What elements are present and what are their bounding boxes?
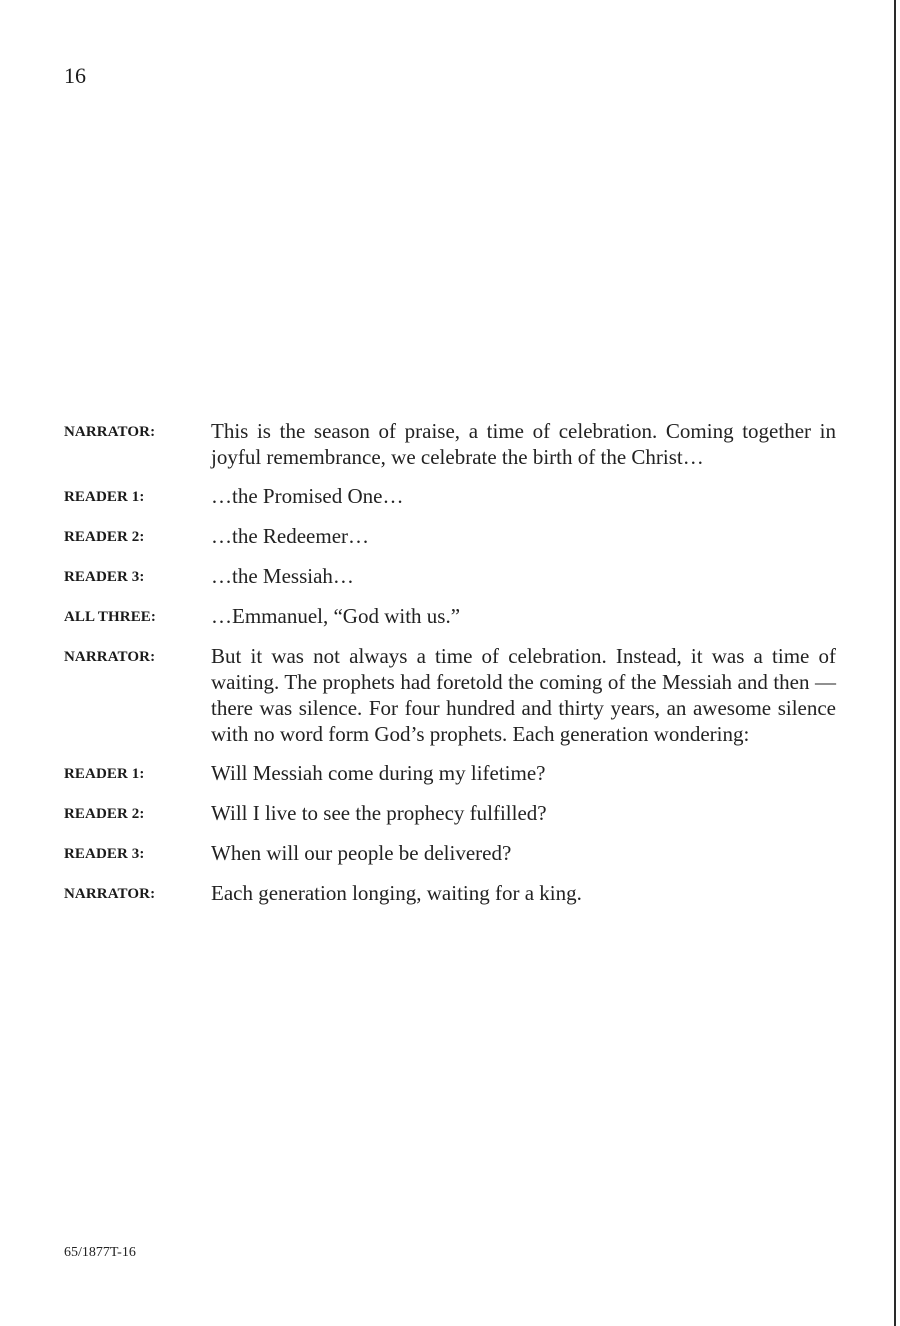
speaker-label: ALL THREE: <box>64 609 157 625</box>
speech-text: When will our people be delivered? <box>211 841 512 865</box>
script-line <box>64 880 836 907</box>
speaker-label: READER 2: <box>64 529 145 545</box>
script-body <box>64 418 836 920</box>
speech-text: …the Redeemer… <box>211 524 370 548</box>
script-line <box>64 563 836 590</box>
speech-text: But it was not always a time of celebration. Instead, it was a time of waiting. The prophets had foretold the coming of the Messiah and then — there was silence. For four hundred and thirty years, an awesome silence with no word form God’s prophets. Each generation wondering: <box>211 644 836 746</box>
speech-text: …the Promised One… <box>211 484 404 508</box>
speaker-label: NARRATOR: <box>64 424 156 440</box>
speaker-label: READER 2: <box>64 806 145 822</box>
speaker-label: READER 3: <box>64 846 145 862</box>
speech-text: Each generation longing, waiting for a king. <box>211 881 582 905</box>
speech-text: Will I live to see the prophecy fulfilled? <box>211 801 547 825</box>
script-line <box>64 840 836 867</box>
script-line <box>64 483 836 510</box>
script-line <box>64 523 836 550</box>
script-line <box>64 418 836 470</box>
page-number: 16 <box>64 63 86 88</box>
speaker-label: READER 1: <box>64 766 145 782</box>
speech-text: …Emmanuel, “God with us.” <box>211 604 461 628</box>
speech-text: Will Messiah come during my lifetime? <box>211 761 546 785</box>
footer-code: 65/1877T-16 <box>64 1245 136 1260</box>
speaker-label: NARRATOR: <box>64 886 156 902</box>
script-line <box>64 800 836 827</box>
script-line <box>64 760 836 787</box>
script-line <box>64 643 836 747</box>
speech-text: …the Messiah… <box>211 564 354 588</box>
speaker-label: READER 1: <box>64 489 145 505</box>
speaker-label: NARRATOR: <box>64 649 156 665</box>
speaker-label: READER 3: <box>64 569 145 585</box>
speech-text: This is the season of praise, a time of celebration. Coming together in joyful remembrance, we celebrate the birth of the Christ… <box>211 419 836 469</box>
script-line <box>64 603 836 630</box>
